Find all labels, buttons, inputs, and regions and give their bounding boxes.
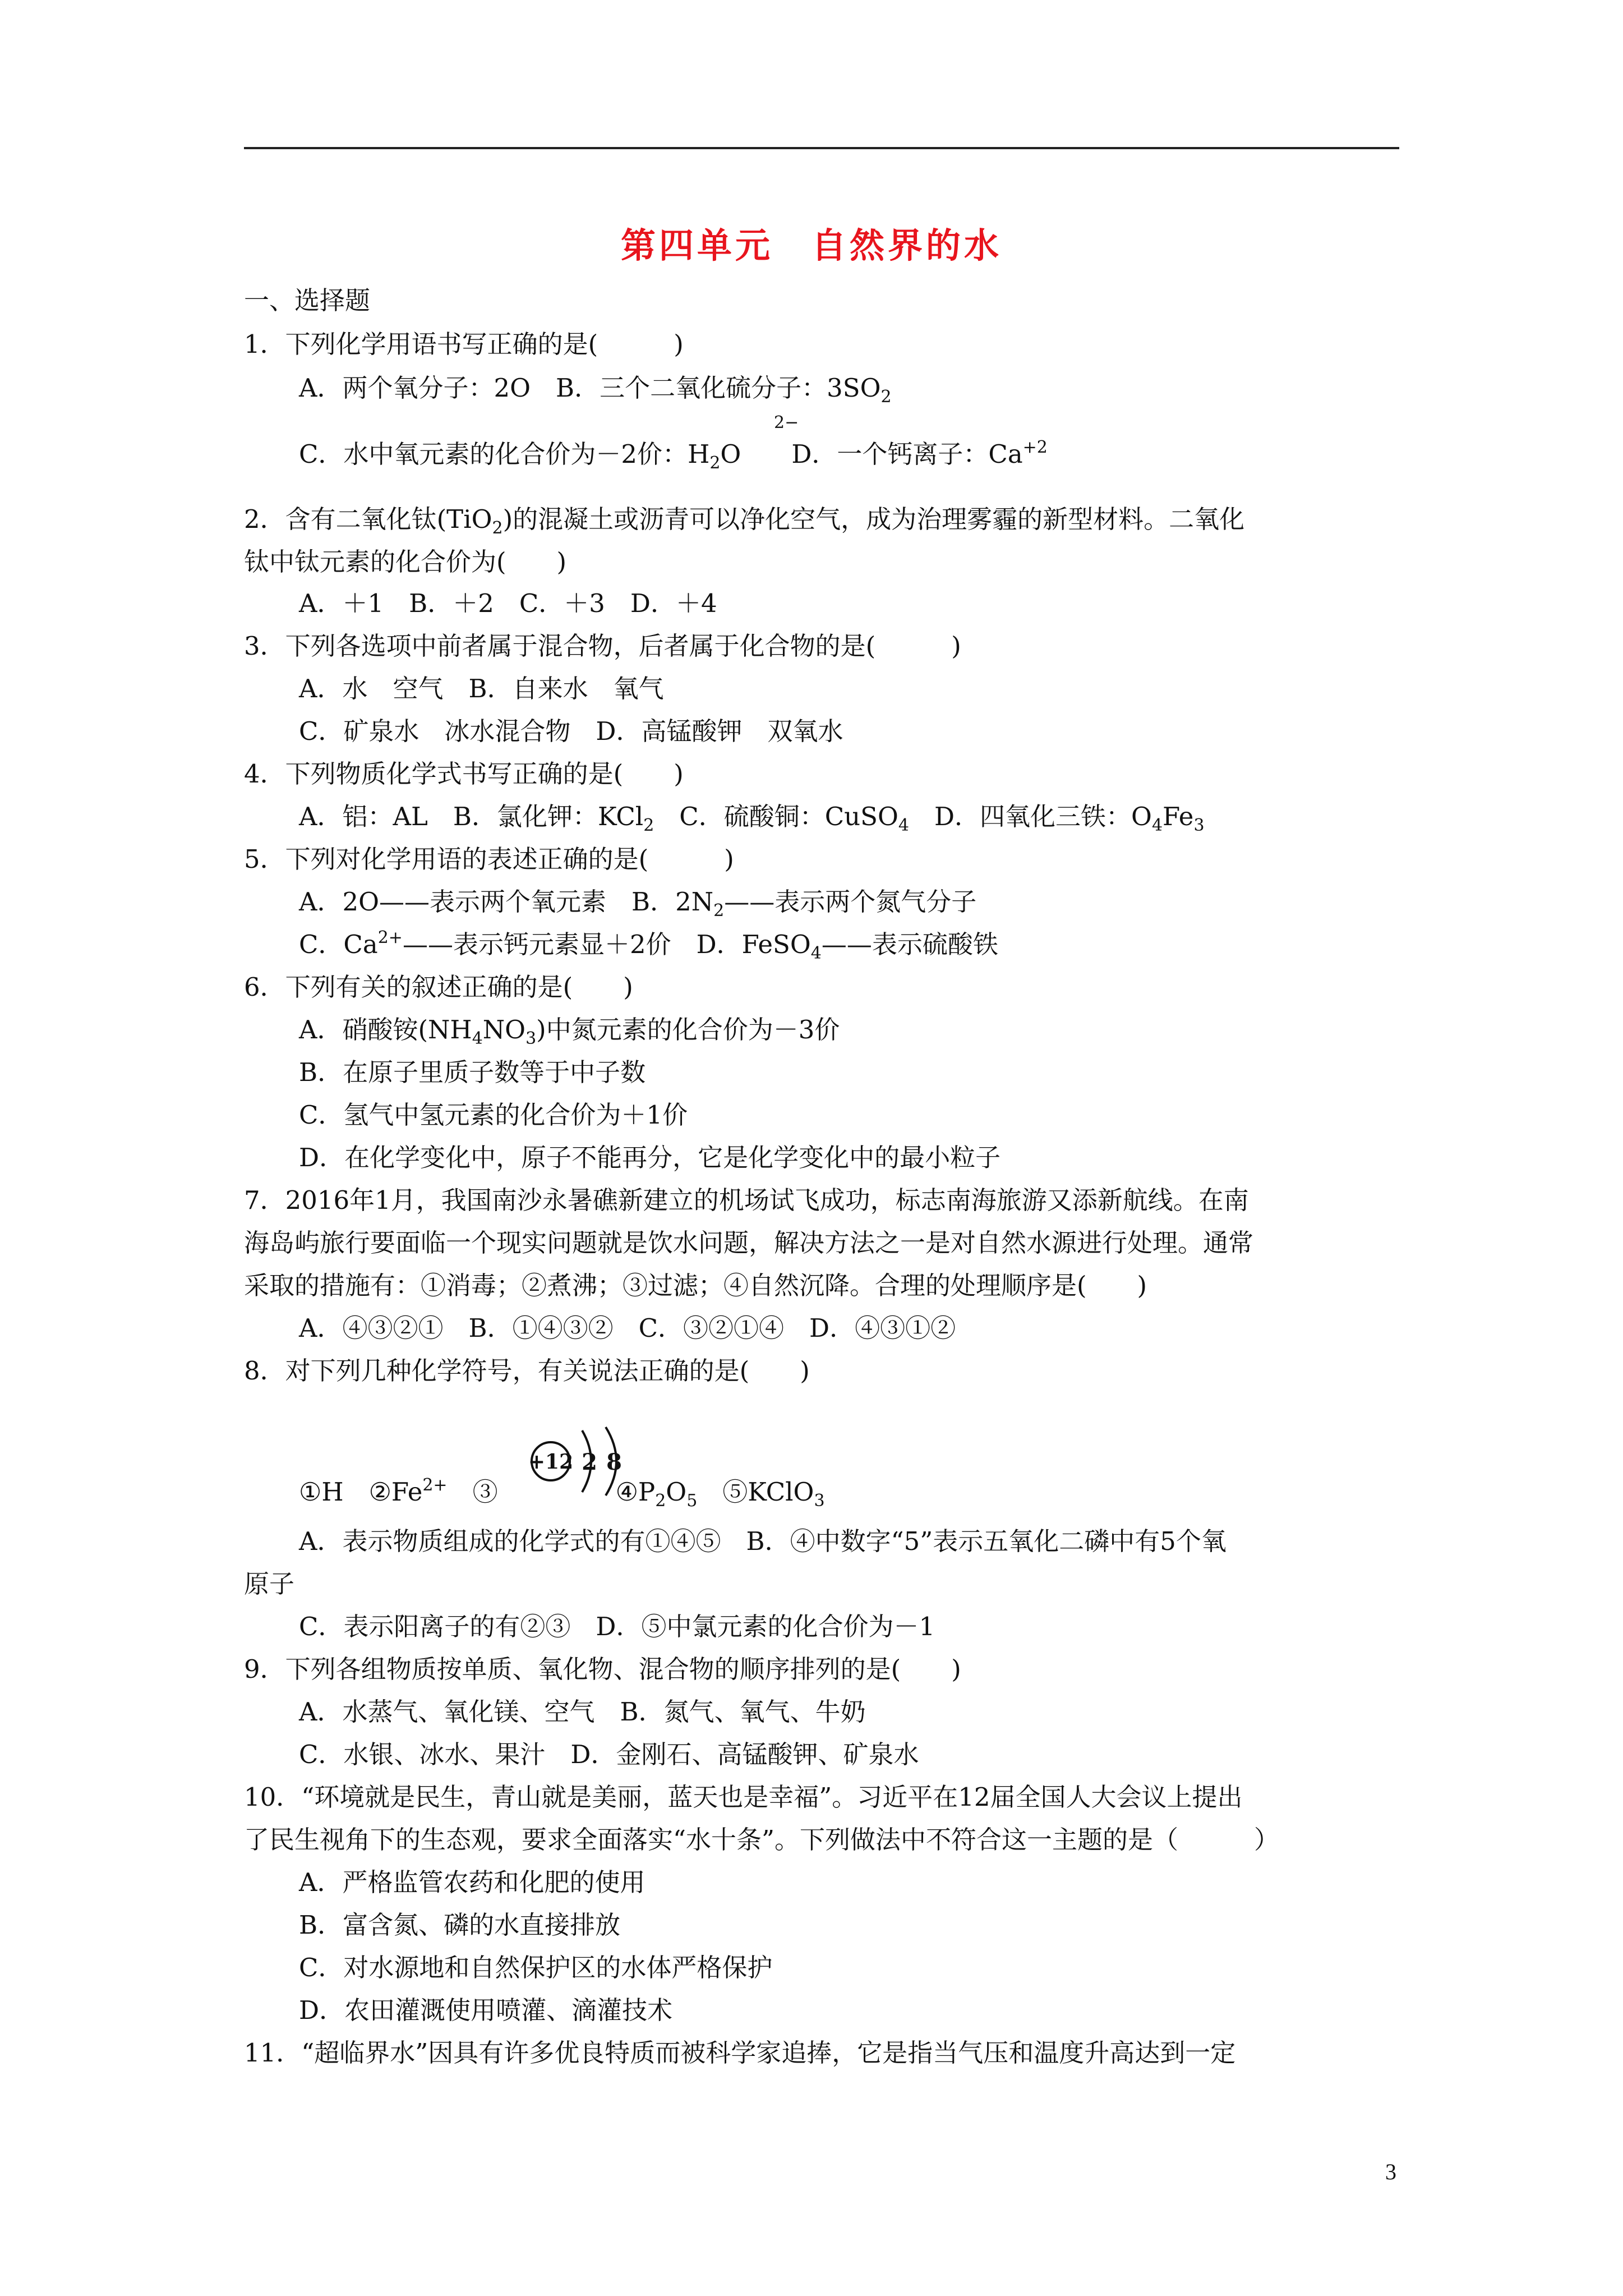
q5-options-ab: A．2O——表示两个氧元素 B．$2N_2——$表示两个氮气分子	[299, 887, 977, 921]
q2-stem-line2: 钛中钛元素的化合价为( )	[244, 547, 567, 577]
q4-stem: 4．下列物质化学式书写正确的是( )	[244, 759, 684, 789]
q3-options-ab: A．水 空气 B．自来水 氧气	[299, 674, 664, 703]
q1-options-ab: A．两个氧分子：2O B．三个二氧化硫分子：$3SO_2$	[299, 373, 892, 407]
q8-options-ab-line2: 原子	[244, 1569, 295, 1599]
q9-stem: 9．下列各组物质按单质、氧化物、混合物的顺序排列的是( )	[244, 1654, 961, 1684]
q7-stem-line1: 7．2016年1月，我国南沙永暑礁新建立的机场试飞成功，标志南海旅游又添新航线。在南	[244, 1185, 1249, 1215]
q3-stem: 3．下列各选项中前者属于混合物，后者属于化合物的是( )	[244, 631, 961, 661]
q8-stem: 8．对下列几种化学符号，有关说法正确的是( )	[244, 1356, 810, 1386]
q4-options: A．铝：AL B．氯化钾：KCl$_2$ C．硫酸铜：CuSO$_4$ D．四氧化三铁：$O_4Fe_3$	[299, 802, 1205, 835]
q7-options: A．④③②① B．①④③② C．③②①④ D．④③①②	[299, 1313, 956, 1343]
q9-options-ab: A．水蒸气、氧化镁、空气 B．氮气、氧气、牛奶	[299, 1697, 866, 1727]
q6-option-c: C．氢气中氢元素的化合价为＋1价	[299, 1100, 688, 1130]
q6-option-a: A．硝酸铵$(NH_4NO_3)$中氮元素的化合价为－3价	[299, 1015, 840, 1048]
q10-option-d: D．农田灌溉使用喷灌、滴灌技术	[299, 1995, 673, 2025]
page-title: 第四单元 自然界的水	[620, 225, 1002, 266]
q1-valence-mark: 2−	[774, 413, 799, 432]
q2-stem-line1: 2．含有二氧化钛(TiO$_2$)的混凝土或沥青可以净化空气，成为治理雾霾的新型材料。二氧化	[244, 504, 1245, 538]
q5-options-cd: C．$Ca^{2+}——$表示钙元素显＋2价 D．FeSO$_4$——表示硫酸铁	[299, 928, 998, 963]
q3-options-cd: C．矿泉水 冰水混合物 D．高锰酸钾 双氧水	[299, 716, 843, 746]
q6-option-d: D．在化学变化中，原子不能再分，它是化学变化中的最小粒子	[299, 1143, 1001, 1172]
q6-option-b: B．在原子里质子数等于中子数	[299, 1057, 646, 1087]
q10-option-a: A．严格监管农药和化肥的使用	[299, 1867, 645, 1897]
q2-options: A．＋1 B．＋2 C．＋3 D．＋4	[299, 588, 717, 618]
q10-option-c: C．对水源地和自然保护区的水体严格保护	[299, 1953, 773, 1982]
q11-stem-line1: 11．“超临界水”因具有许多优良特质而被科学家追捧，它是指当气压和温度升高达到一定	[244, 2038, 1236, 2068]
q10-stem-line2: 了民生视角下的生态观，要求全面落实“水十条”。下列做法中不符合这一主题的是（ ）	[244, 1825, 1280, 1855]
q9-options-cd: C．水银、冰水、果汁 D．金刚石、高锰酸钾、矿泉水	[299, 1740, 919, 1769]
nucleus-charge: +12	[528, 1450, 574, 1474]
section-heading: 一、选择题	[244, 286, 371, 315]
q6-stem: 6．下列有关的叙述正确的是( )	[244, 972, 633, 1002]
q8-options-ab-line1: A．表示物质组成的化学式的有①④⑤ B．④中数字“5”表示五氧化二磷中有5个氧	[299, 1526, 1227, 1556]
q10-stem-line1: 10．“环境就是民生，青山就是美丽，蓝天也是幸福”。习近平在12届全国人大会议上提出	[244, 1782, 1243, 1812]
q10-option-b: B．富含氮、磷的水直接排放	[299, 1910, 621, 1940]
q1-options-cd: C．水中氧元素的化合价为－2价：$H_2O$ D．一个钙离子：$Ca^{+2}$	[299, 438, 1048, 473]
page-number: 3	[1385, 2159, 1396, 2184]
q5-stem: 5．下列对化学用语的表述正确的是( )	[244, 844, 734, 874]
q8-symbol-list: ①H $②Fe^{2+}$ ③ $④P_2O_5$ ⑤KClO$_3$	[299, 1475, 825, 1511]
header-rule	[244, 147, 1399, 149]
q1-stem: 1．下列化学用语书写正确的是( )	[244, 329, 684, 359]
q8-options-cd: C．表示阳离子的有②③ D．⑤中氯元素的化合价为－1	[299, 1612, 935, 1641]
q7-stem-line3: 采取的措施有：①消毒；②煮沸；③过滤；④自然沉降。合理的处理顺序是( )	[244, 1271, 1147, 1300]
q7-stem-line2: 海岛屿旅行要面临一个现实问题就是饮水问题，解决方法之一是对自然水源进行处理。通常	[244, 1228, 1254, 1258]
shell2-electrons: 8	[606, 1449, 622, 1475]
shell1-electrons: 2	[582, 1449, 597, 1475]
